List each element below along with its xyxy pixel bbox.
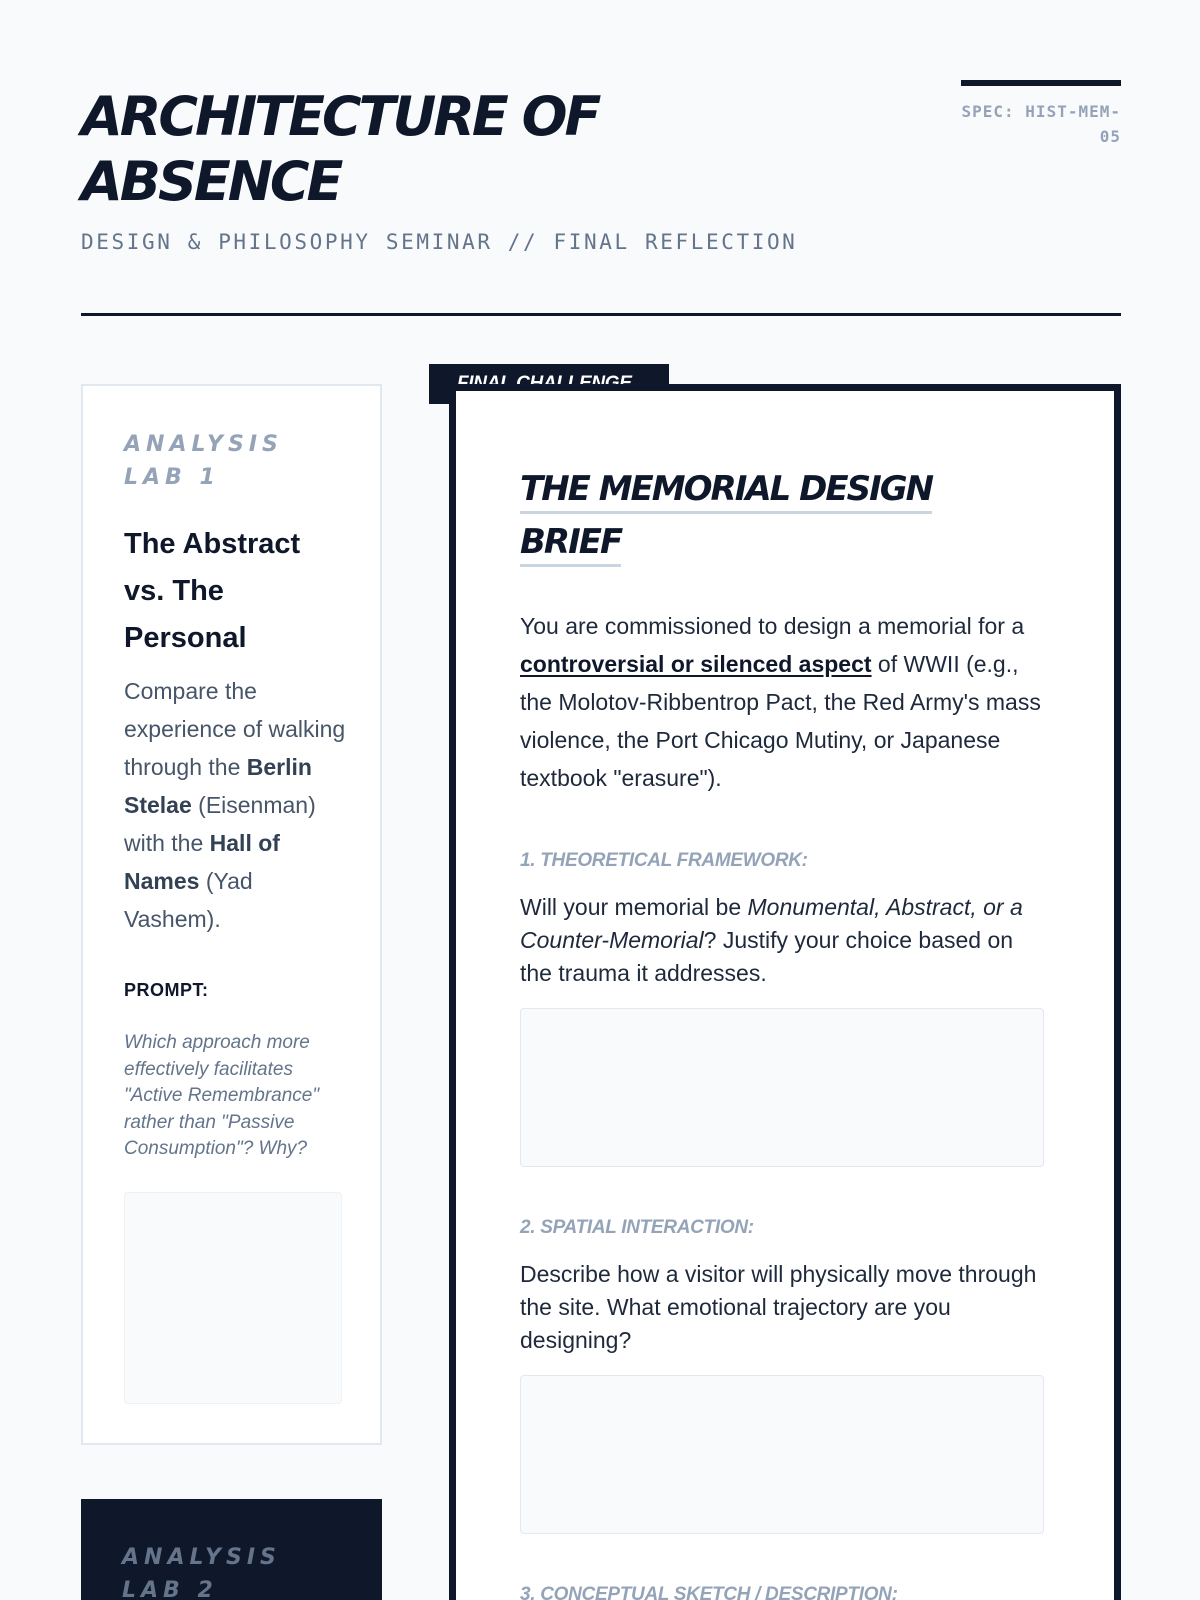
page-header [81,80,1121,317]
berlin-stelae-term: Berlin Stelae [124,754,312,818]
header-divider [81,313,1121,316]
analysis-lab-2-card [81,1499,382,1600]
page-subtitle: DESIGN & PHILOSOPHY SEMINAR // FINAL REFLECTION [81,230,798,254]
hall-of-names-term: Hall of Names [124,830,280,894]
page-title: ARCHITECTURE OF ABSENCE [81,85,599,213]
theoretical-framework-answer-box[interactable] [520,1008,1044,1167]
lab-description: Compare the experience of walking through the Berlin Stelae (Eisenman) with the Hall of Names (Yad Vashem). [124,678,346,932]
prompt-text: Which approach more effectively facilitates "Active Remembrance" rather than "Passive Consumption"? Why? [124,1032,320,1159]
analysis-lab-1-card [81,384,382,1445]
brief-title: THE MEMORIAL DESIGN BRIEF [520,463,1080,569]
lab-tag: ANALYSIS LAB 1 [124,432,283,490]
section-text-spatial-interaction: Describe how a visitor will physically move through the site. What emotional trajectory are you designing? [520,1261,1037,1353]
section-label-spatial-interaction: 2. SPATIAL INTERACTION: [520,1217,754,1238]
emphasis-text: controversial or silenced aspect [520,651,872,677]
lab-title: The Abstract vs. The Personal [124,528,301,654]
lab-1-answer-box[interactable] [124,1192,342,1404]
section-label-theoretical-framework: 1. THEORETICAL FRAMEWORK: [520,850,808,871]
lab-tag: ANALYSIS LAB 2 [122,1545,281,1600]
spec-code: SPEC: HIST-MEM-05 [961,80,1121,149]
spatial-interaction-answer-box[interactable] [520,1375,1044,1534]
section-text-theoretical-framework: Will your memorial be Monumental, Abstract, or a Counter-Memorial? Justify your choice based on the trauma it addresses. [520,894,1023,986]
section-label-conceptual-sketch: 3. CONCEPTUAL SKETCH / DESCRIPTION: [520,1584,898,1600]
memorial-design-brief-panel [449,384,1121,1600]
prompt-label: PROMPT: [124,980,209,1000]
brief-intro: You are commissioned to design a memorial for a controversial or silenced aspect of WWII (e.g., the Molotov-Ribbentrop Pact, the Red Army's mass violence, the Port Chicago Mutiny, or Japanese textbook "erasure"). [520,613,1041,791]
